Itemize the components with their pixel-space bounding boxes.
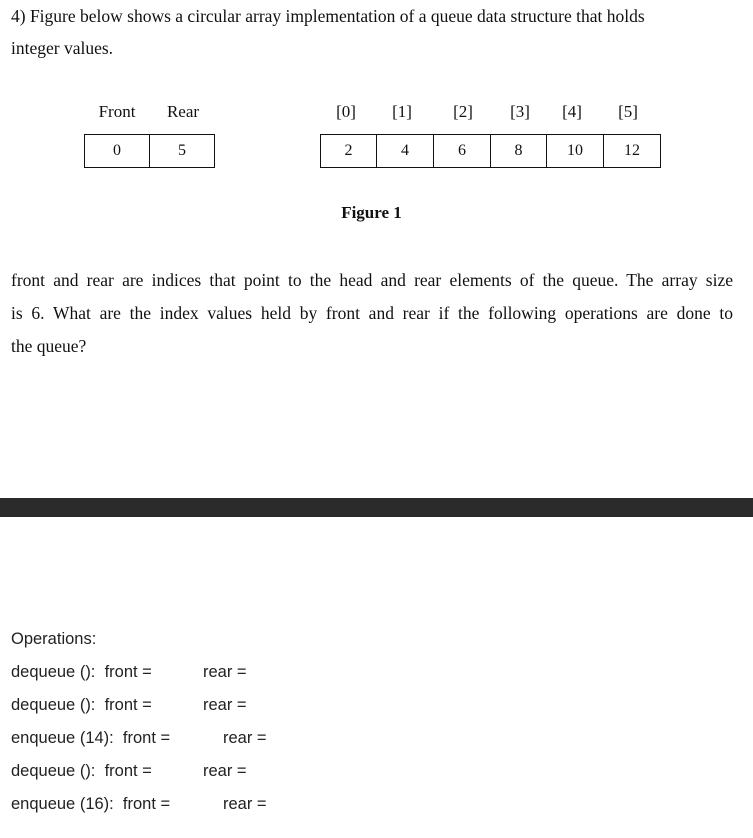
operation-row bbox=[11, 762, 152, 781]
operation-label: dequeue (): bbox=[11, 663, 96, 681]
array-cell-4: 10 bbox=[546, 134, 604, 168]
rear-header: Rear bbox=[166, 102, 200, 121]
array-index-2: [2] bbox=[453, 102, 473, 121]
array-cell-0: 2 bbox=[320, 134, 377, 168]
operation-row bbox=[11, 729, 170, 748]
rear-label: rear = bbox=[203, 663, 247, 681]
array-index-3: [3] bbox=[510, 102, 530, 121]
rear-label: rear = bbox=[203, 696, 247, 714]
array-cell-1: 4 bbox=[376, 134, 434, 168]
description-line-1: front and rear are indices that point to the head and rear elements of the queue. The array size bbox=[11, 270, 733, 290]
description-line-2: is 6. What are the index values held by front and rear if the following operations are done to bbox=[11, 303, 733, 323]
question-line-2: integer values. bbox=[11, 38, 114, 58]
rear-label: rear = bbox=[203, 762, 247, 780]
array-index-4: [4] bbox=[562, 102, 582, 121]
figure-caption: Figure 1 bbox=[341, 203, 402, 222]
rear-label: rear = bbox=[223, 795, 267, 813]
page-divider bbox=[0, 498, 753, 517]
front-label: front = bbox=[104, 762, 152, 780]
rear-value-cell: 5 bbox=[149, 134, 215, 168]
operation-label: enqueue (16): bbox=[11, 795, 114, 813]
array-cell-5: 12 bbox=[603, 134, 661, 168]
front-label: front = bbox=[122, 795, 171, 813]
operation-row bbox=[11, 696, 152, 715]
description-line-3: the queue? bbox=[11, 336, 87, 356]
operation-row bbox=[11, 795, 170, 814]
operations-title: Operations: bbox=[11, 630, 97, 648]
front-label: front = bbox=[122, 729, 171, 747]
operation-label: dequeue (): bbox=[11, 762, 96, 780]
array-index-1: [1] bbox=[392, 102, 412, 121]
front-header: Front bbox=[98, 102, 136, 121]
front-label: front = bbox=[104, 696, 152, 714]
array-index-5: [5] bbox=[618, 102, 638, 121]
array-index-0: [0] bbox=[336, 102, 356, 121]
question-line-1: 4) Figure below shows a circular array implementation of a queue data structure that holds bbox=[11, 6, 645, 26]
operation-label: enqueue (14): bbox=[11, 729, 114, 747]
front-value-cell: 0 bbox=[84, 134, 150, 168]
array-cell-3: 8 bbox=[490, 134, 547, 168]
operation-label: dequeue (): bbox=[11, 696, 96, 714]
operation-row bbox=[11, 663, 152, 682]
rear-label: rear = bbox=[223, 729, 267, 747]
array-cell-2: 6 bbox=[433, 134, 491, 168]
front-label: front = bbox=[104, 663, 152, 681]
